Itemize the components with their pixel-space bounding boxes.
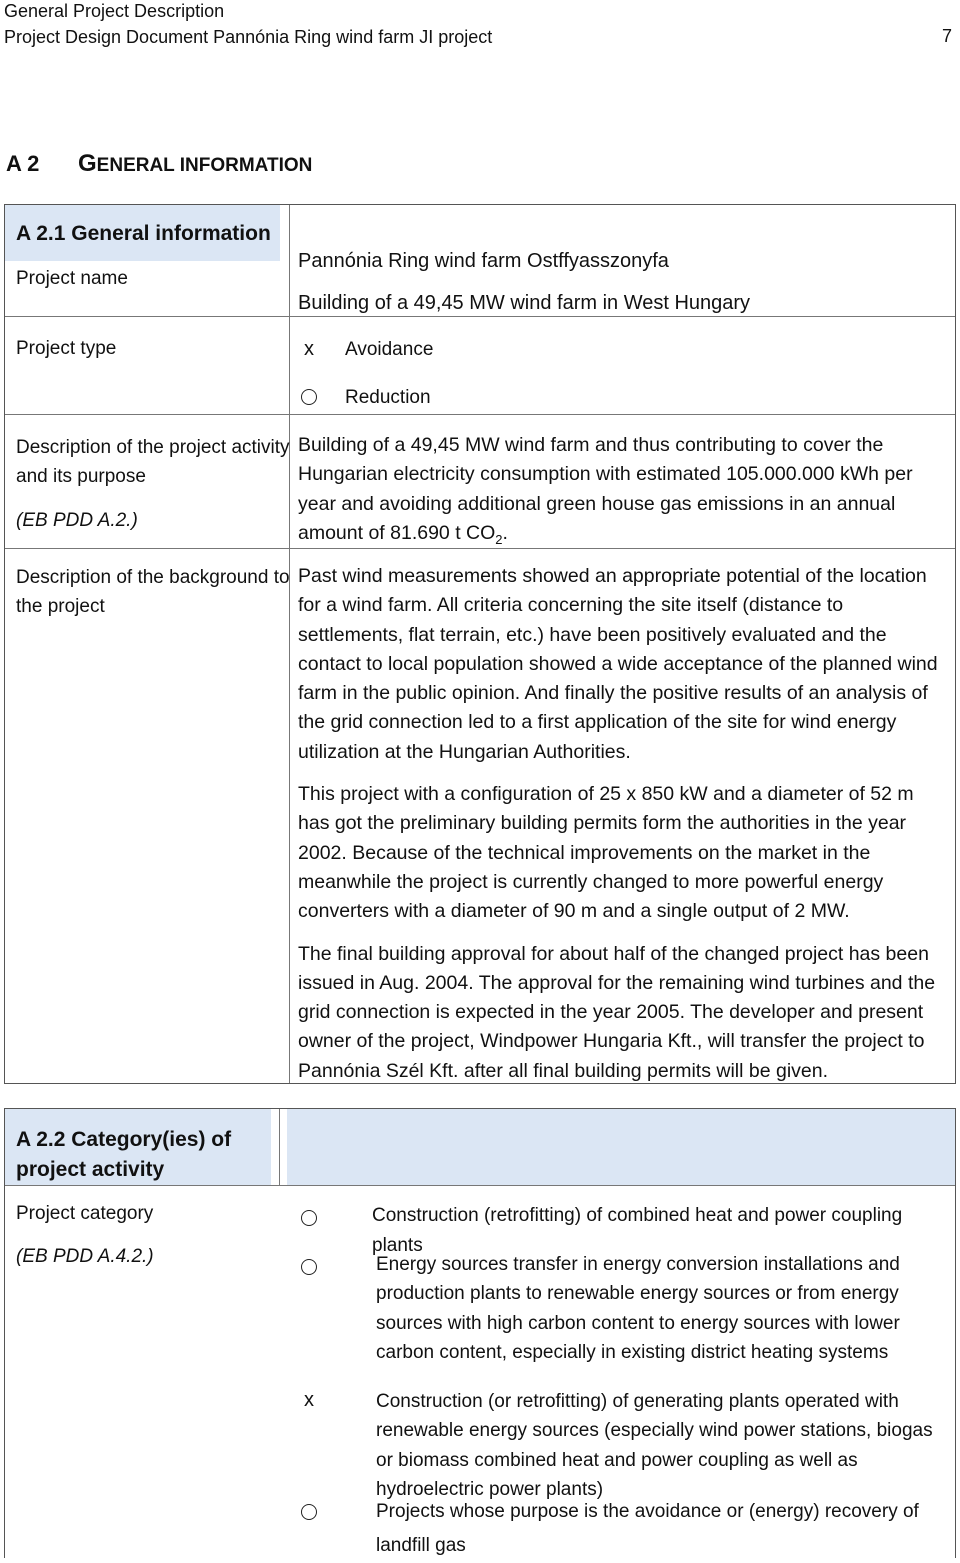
- category-option-4-radio[interactable]: [299, 1503, 319, 1526]
- project-category-label: Project category: [16, 1203, 154, 1224]
- activity-label-line1: Description of the project activity: [16, 437, 290, 458]
- project-category-reference: (EB PDD A.4.2.): [16, 1246, 154, 1267]
- section-title: [6, 150, 312, 178]
- background-label-line1: Description of the background to: [16, 567, 290, 588]
- category-table: [4, 1108, 956, 1558]
- background-description: [298, 562, 948, 1099]
- activity-description-end: .: [502, 521, 508, 544]
- avoidance-checkbox[interactable]: x: [304, 338, 314, 360]
- category-option-1-text: Construction (retrofitting) of combined heat and power coupling plants: [372, 1205, 903, 1256]
- project-name-value: Pannónia Ring wind farm Ostffyasszonyfa: [298, 250, 669, 272]
- category-heading-cell-right: [287, 1109, 955, 1185]
- activity-description: [298, 431, 946, 554]
- category-option-3-checkbox[interactable]: x: [304, 1389, 314, 1411]
- general-info-table: [4, 204, 956, 1084]
- category-option-3-text: Construction (or retrofitting) of generating plants operated with renewable energy sources (especially wind power stations, biogas or biomass combined heat and power coupling as well as hydroelectric power plants): [376, 1391, 933, 1500]
- general-info-heading: A 2.1 General information: [16, 222, 271, 245]
- section-number: A 2: [6, 151, 40, 176]
- category-option-1-radio[interactable]: [299, 1209, 319, 1232]
- activity-co2-subscript: 2: [495, 531, 503, 547]
- running-header-title: General Project Description: [4, 1, 225, 21]
- background-label-line2: the project: [16, 596, 105, 617]
- background-paragraph: This project with a configuration of 25 x 850 kW and a diameter of 52 m has got the preliminary building permits form the authorities in the year 2002. Because of the technical improvements on the market in the meanwhile the project is currently changed to more powerful energy converters with a diameter of 90 m and a single output of 2 MW.: [298, 783, 914, 923]
- activity-description-text: Building of a 49,45 MW wind farm and thus contributing to cover the Hungarian electricity consumption with estimated 105.000.000 kWh per year and avoiding additional green house gas emissions in an annual amount of 81.690 t CO: [298, 434, 913, 544]
- activity-label-line2: and its purpose: [16, 466, 146, 487]
- project-type-label: Project type: [16, 338, 117, 359]
- project-name-description: Building of a 49,45 MW wind farm in West Hungary: [298, 292, 751, 314]
- running-header-document: Project Design Document Pannónia Ring wind farm JI project: [4, 27, 493, 47]
- category-option-2-text: Energy sources transfer in energy conversion installations and production plants to renewable energy sources or from energy sources with high carbon content to energy sources with lower carbon content, especially in existing district heating systems: [376, 1254, 900, 1363]
- activity-reference: (EB PDD A.2.): [16, 510, 138, 531]
- background-paragraph: The final building approval for about half of the changed project has been issued in Aug. 2004. The approval for the remaining wind turbines and the grid connection is expected in the year 2005. The developer and present owner of the project, Windpower Hungaria Kft., will transfer the project to Pannónia Szél Kft. after all final building permits will be given.: [298, 942, 936, 1082]
- reduction-label: Reduction: [345, 387, 431, 408]
- avoidance-label: Avoidance: [345, 339, 434, 360]
- project-name-label: Project name: [16, 268, 128, 289]
- section-title-initial: G: [78, 150, 97, 177]
- category-option-4-text: Projects whose purpose is the avoidance or (energy) recovery of landfill gas: [376, 1501, 919, 1556]
- category-heading-line2: project activity: [16, 1158, 165, 1181]
- category-option-2-radio[interactable]: [299, 1258, 319, 1281]
- reduction-radio[interactable]: [299, 388, 319, 411]
- section-title-rest: ENERAL INFORMATION: [96, 155, 313, 176]
- category-heading-line1: A 2.2 Category(ies) of: [16, 1128, 232, 1151]
- background-paragraph: Past wind measurements showed an appropriate potential of the location for a wind farm. All criteria concerning the site itself (distance to settlements, flat terrain, etc.) have been positively evaluated and the contact to local population showed a wide acceptance of the planned wind farm in the public opinion. And finally the positive results of an analysis of the grid connection led to a first application of the site for wind energy utilization at the Hungarian Authorities.: [298, 565, 938, 763]
- page-number: 7: [941, 26, 952, 46]
